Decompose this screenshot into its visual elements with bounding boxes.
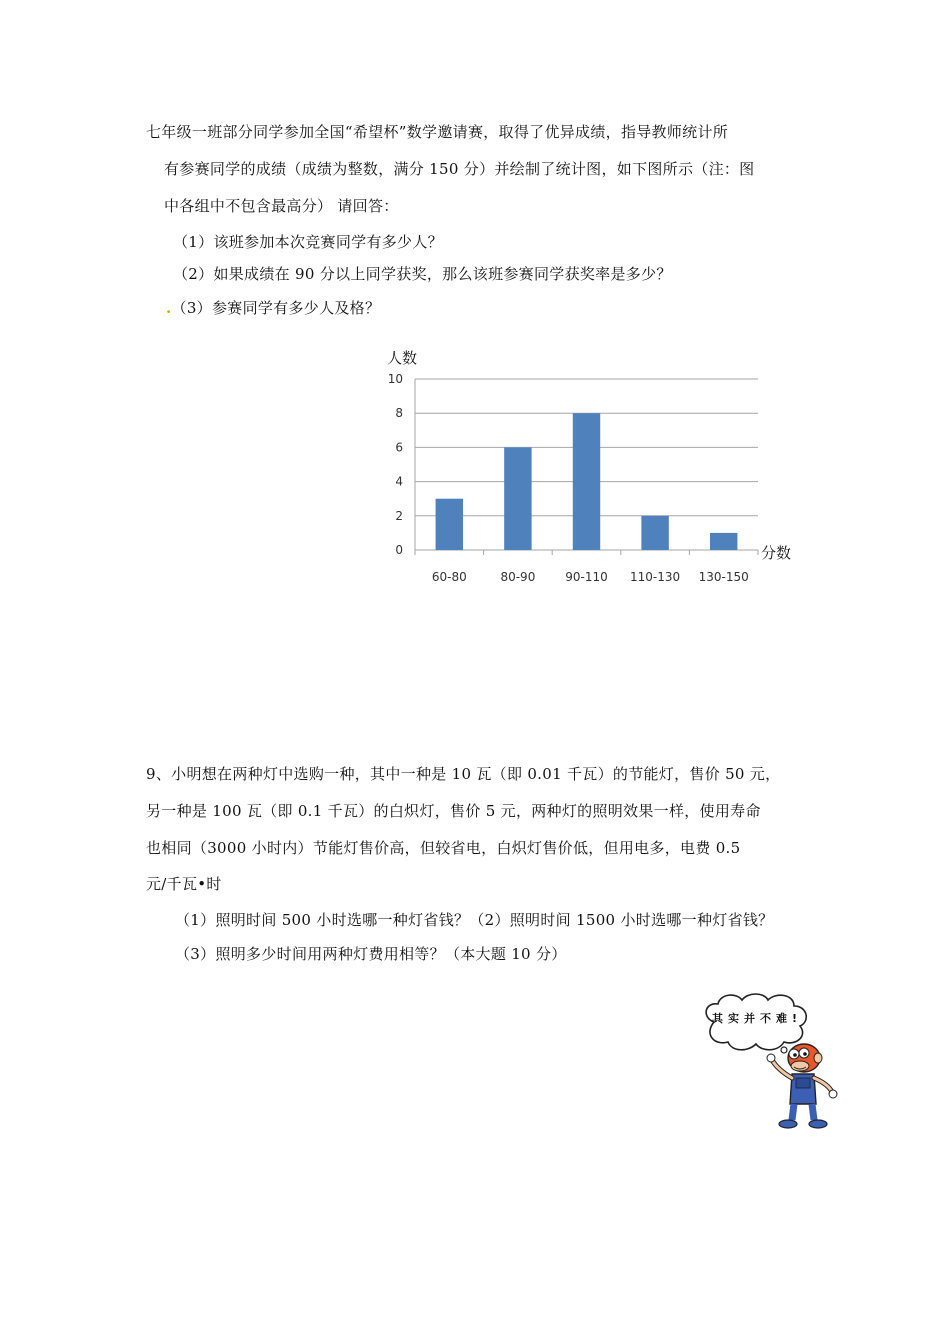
problem8-intro-line3: 中各组中不包含最高分） 请回答： — [164, 197, 399, 215]
problem9-questions-1-2: （1）照明时间 500 小时选哪一种灯省钱？（2）照明时间 1500 小时选哪一种灯省钱？ — [175, 911, 774, 929]
x-category-label: 80-90 — [500, 570, 536, 584]
x-category-label: 110-130 — [630, 570, 681, 584]
bar-130-150 — [710, 533, 737, 550]
y-tick-label: 10 — [387, 372, 403, 386]
x-axis-title: 分数 — [761, 544, 792, 562]
speech-bubble-text: 其实并不难! — [712, 1012, 803, 1025]
bar-80-90 — [504, 447, 531, 550]
stray-dot-mark: . — [166, 299, 172, 317]
y-tick-label: 0 — [395, 543, 403, 557]
problem9-question3: （3）照明多少时间用两种灯费用相等？（本大题 10 分） — [175, 945, 567, 963]
problem8-question2: （2）如果成绩在 90 分以上同学获奖，那么该班参赛同学获奖率是多少？ — [173, 265, 672, 283]
problem8-question1: （1）该班参加本次竞赛同学有多少人？ — [173, 233, 443, 251]
y-axis-title: 人数 — [387, 349, 418, 367]
problem9-line4: 元/千瓦•时 — [146, 875, 222, 893]
problem9-line2: 另一种是 100 瓦（即 0.1 千瓦）的白炽灯，售价 5 元，两种灯的照明效果一样，使用寿命 — [146, 802, 761, 820]
problem9-line3: 也相同（3000 小时内）节能灯售价高，但较省电，白炽灯售价低，但用电多，电费 0.5 — [146, 839, 741, 857]
score-histogram-chart — [365, 340, 795, 595]
y-tick-label: 4 — [395, 474, 403, 489]
y-tick-label: 8 — [395, 406, 403, 421]
problem8-intro-line2: 有参赛同学的成绩（成绩为整数，满分 150 分）并绘制了统计图，如下图所示（注：图 — [164, 160, 755, 178]
problem8-intro-line1: 七年级一班部分同学参加全国“希望杯”数学邀请赛，取得了优异成绩，指导教师统计所 — [146, 123, 729, 141]
x-category-label: 60-80 — [431, 570, 467, 584]
bar-60-80 — [436, 499, 463, 550]
bar-90-110 — [573, 413, 600, 550]
x-category-label: 130-150 — [698, 570, 749, 584]
problem8-question3: （3）参赛同学有多少人及格？ — [171, 299, 381, 317]
problem8-question3-row — [166, 298, 380, 318]
bar-110-130 — [641, 516, 668, 550]
y-tick-label: 6 — [395, 440, 403, 455]
x-category-label: 90-110 — [565, 570, 608, 584]
problem9-line1: 9、小明想在两种灯中选购一种，其中一种是 10 瓦（即 0.01 千瓦）的节能灯，售价 50 元， — [146, 765, 781, 783]
monkey-mascot-icon — [758, 1040, 842, 1132]
y-tick-label: 2 — [395, 508, 403, 523]
